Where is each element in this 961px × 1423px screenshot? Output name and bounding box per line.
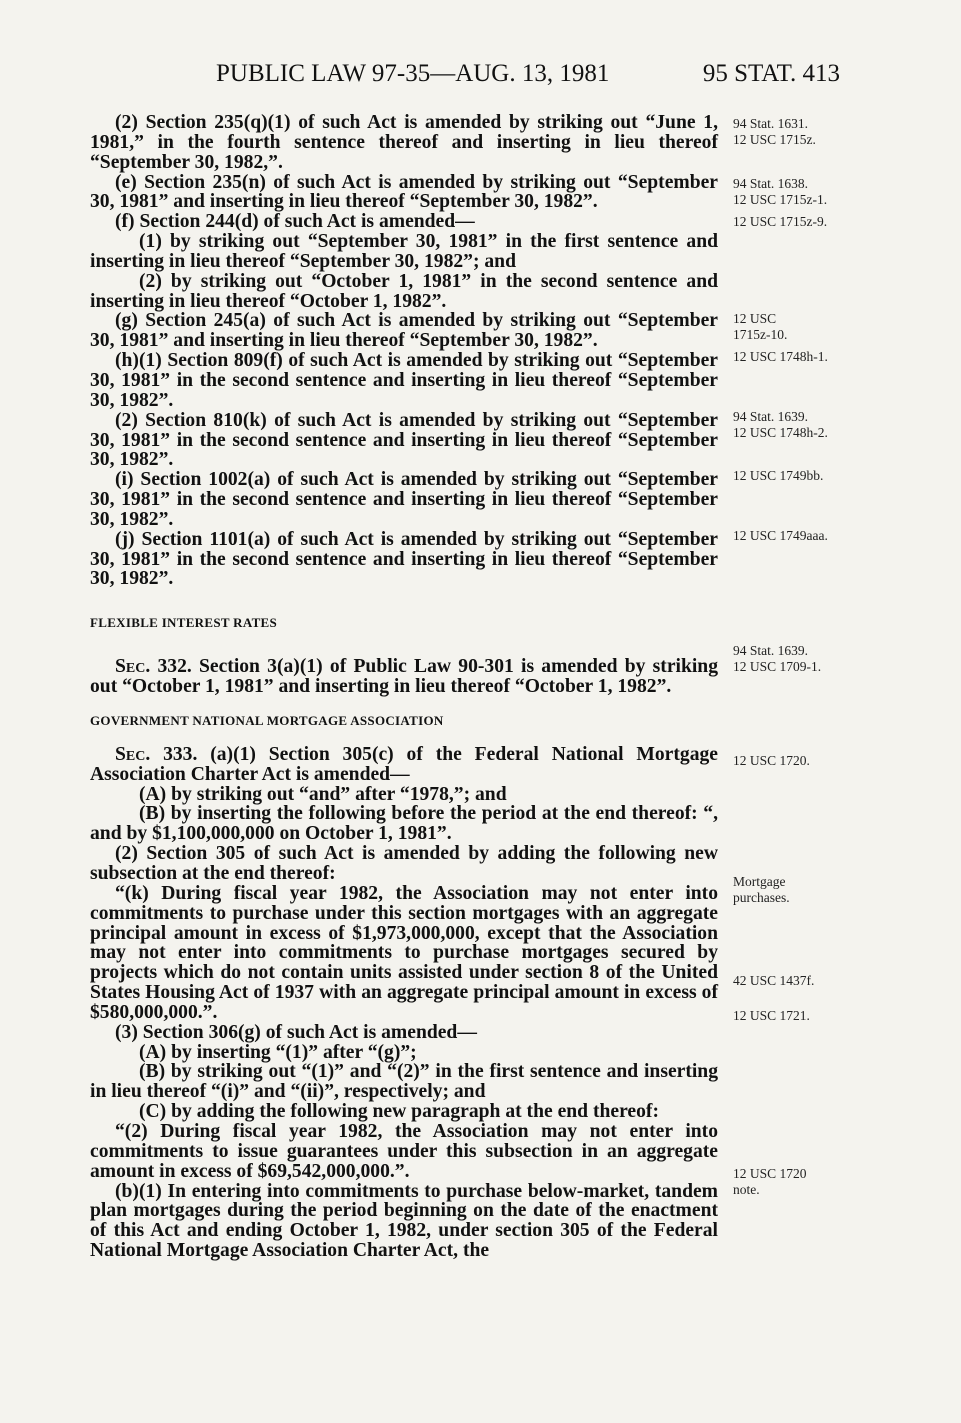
paragraph: (h)(1) Section 809(f) of such Act is amended by striking out “September 30, 1981” in the second sentence and inserting in lieu thereof “September 30, 1982”.: [90, 350, 718, 411]
paragraph: (C) by adding the following new paragraph at the end thereof:: [139, 1101, 659, 1123]
margin-note: 12 USC 1749aaa.: [733, 528, 828, 543]
paragraph: (e) Section 235(n) of such Act is amended by striking out “September 30, 1981” and inserting in lieu thereof “September 30, 1982”.: [90, 171, 718, 213]
margin-note: 94 Stat. 1638. 12 USC 1715z-1.: [733, 176, 828, 207]
paragraph: (2) by striking out “October 1, 1981” in the second sentence and inserting in lieu thereof “October 1, 1982”.: [90, 270, 718, 312]
margin-note: 94 Stat. 1631. 12 USC 1715z.: [733, 116, 816, 147]
margin-note: 12 USC 1720 note.: [733, 1166, 807, 1197]
margin-note: Mortgage purchases.: [733, 874, 790, 905]
paragraph: (B) by inserting the following before the period at the end thereof: “, and by $1,100,000,000 on October 1, 1981”.: [90, 803, 718, 845]
margin-note: 12 USC 1715z-10.: [733, 311, 788, 342]
paragraph: (f) Section 244(d) of such Act is amended—: [115, 211, 475, 233]
paragraph: (j) Section 1101(a) of such Act is amended by striking out “September 30, 1981” in the second sentence and inserting in lieu thereof “September 30, 1982”.: [90, 528, 718, 590]
paragraph-text: 332. Section 3(a)(1) of Public Law 90-301 is amended by striking out “October 1, 1981” and inserting in lieu thereof “October 1, 1982”.: [90, 656, 718, 698]
paragraph: (g) Section 245(a) of such Act is amended by striking out “September 30, 1981” and inserting in lieu thereof “September 30, 1982”.: [90, 310, 718, 352]
quoted-subsection: “(k) During fiscal year 1982, the Association may not enter into commitments to purchase under this section mortgages with an aggregate principal amount in excess of $1,973,000,000, except that the Association may not enter into commitments to purchase mortgages secured by projects which do not contain units assisted under section 8 of the United States Housing Act of 1937 with an aggregate principal amount in excess of $580,000,000.”.: [90, 882, 718, 1023]
body-text: [90, 113, 718, 1261]
section-heading: FLEXIBLE INTEREST RATES: [90, 615, 278, 631]
paragraph: (i) Section 1002(a) of such Act is amended by striking out “September 30, 1981” in the second sentence and inserting in lieu thereof “September 30, 1982”.: [90, 469, 718, 530]
paragraph: (3) Section 306(g) of such Act is amended—: [115, 1021, 477, 1043]
margin-note: 42 USC 1437f.: [733, 973, 815, 988]
paragraph: (A) by inserting “(1)” after “(g)”;: [139, 1041, 417, 1063]
paragraph: (2) Section 810(k) of such Act is amended by striking out “September 30, 1981” in the second sentence and inserting in lieu thereof “September 30, 1982”.: [90, 409, 718, 471]
section-heading: GOVERNMENT NATIONAL MORTGAGE ASSOCIATION: [90, 712, 444, 728]
quoted-paragraph: “(2) During fiscal year 1982, the Association may not enter into commitments to issue guarantees under this subsection in an aggregate amount in excess of $69,542,000,000.”.: [90, 1120, 718, 1182]
paragraph: [90, 745, 718, 785]
paragraph: (2) Section 305 of such Act is amended by adding the following new subsection at the end thereof:: [90, 843, 718, 884]
paragraph-text: 333. (a)(1) Section 305(c) of the Federal National Mortgage Association Charter Act is amended—: [90, 743, 718, 785]
paragraph: [90, 657, 718, 697]
margin-note: 94 Stat. 1639. 12 USC 1709-1.: [733, 643, 822, 674]
section-label: Sec.: [115, 656, 151, 678]
section-label: Sec.: [115, 743, 151, 765]
paragraph: (A) by striking out “and” after “1978,”; and: [139, 783, 507, 805]
paragraph: (B) by striking out “(1)” and “(2)” in the first sentence and inserting in lieu thereof “(i)” and “(ii)”, respectively; and: [90, 1061, 718, 1103]
page-header: [90, 60, 840, 96]
margin-note: 12 USC 1748h-1.: [733, 349, 828, 364]
page-stat-number: 95 STAT. 413: [702, 60, 840, 87]
margin-note: 12 USC 1720.: [733, 753, 810, 768]
margin-note: 12 USC 1749bb.: [733, 468, 824, 483]
paragraph: (1) by striking out “September 30, 1981” in the first sentence and inserting in lieu thereof “September 30, 1982”; and: [90, 231, 718, 272]
paragraph: (b)(1) In entering into commitments to purchase below-market, tandem plan mortgages during the period beginning on the date of the enactment of this Act and ending October 1, 1982, under section 305 of the Federal National Mortgage Association Charter Act, the: [90, 1180, 718, 1262]
margin-note: 12 USC 1715z-9.: [733, 214, 828, 229]
paragraph: (2) Section 235(q)(1) of such Act is amended by striking out “June 1, 1981,” in the fourth sentence thereof and inserting in lieu thereof “September 30, 1982,”.: [90, 112, 718, 173]
running-title: PUBLIC LAW 97-35—AUG. 13, 1981: [216, 60, 610, 87]
margin-note: 94 Stat. 1639. 12 USC 1748h-2.: [733, 409, 828, 440]
margin-note: 12 USC 1721.: [733, 1008, 810, 1023]
